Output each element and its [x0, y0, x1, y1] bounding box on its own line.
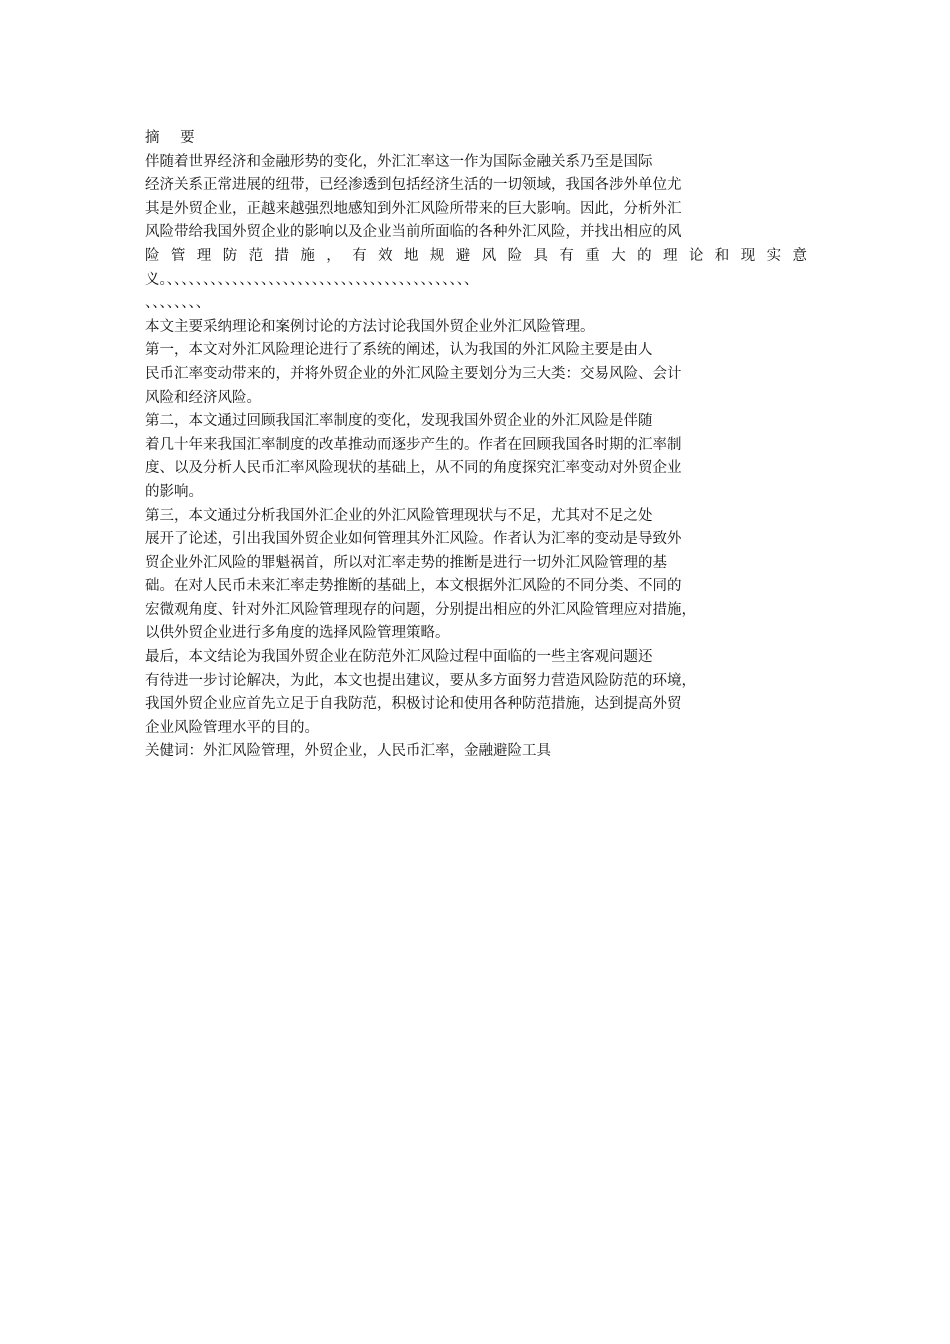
- text-line-13: 着几十年来我国汇率制度的改革推动而逐步产生的。作者在回顾我国各时期的汇率制: [145, 436, 682, 453]
- text-line-10: 民币汇率变动带来的，并将外贸企业的外汇风险主要划分为三大类：交易风险、会计: [145, 365, 682, 382]
- text-line-23: 有待进一步讨论解决，为此，本文也提出建议，要从多方面努力营造风险防范的环境，: [145, 672, 696, 689]
- text-line-17: 展开了论述，引出我国外贸企业如何管理其外汇风险。作者认为汇率的变动是导致外: [145, 531, 682, 548]
- text-line-24: 我国外贸企业应首先立足于自我防范，积极讨论和使用各种防范措施，达到提高外贸: [145, 696, 682, 713]
- text-line-5: 险管理防范措施，有效地规避风险具有重大的理论和现实意: [145, 247, 807, 264]
- text-line-14: 度、以及分析人民币汇率风险现状的基础上，从不同的角度探究汇率变动对外贸企业: [145, 460, 682, 477]
- text-line-2: 经济关系正常进展的纽带，已经渗透到包括经济生活的一切领域，我国各涉外单位尤: [145, 177, 682, 194]
- text-line-19: 础。在对人民币未来汇率走势推断的基础上，本文根据外汇风险的不同分类、不同的: [145, 578, 682, 595]
- text-line-22: 最后，本文结论为我国外贸企业在防范外汇风险过程中面临的一些主客观问题还: [145, 649, 653, 666]
- abstract-title: 摘 要: [145, 130, 203, 146]
- text-line-16: 第三，本文通过分析我国外汇企业的外汇风险管理现状与不足，尤其对不足之处: [145, 507, 653, 524]
- text-line-7: 、、、、、、、、: [145, 295, 211, 312]
- text-line-15: 的影响。: [145, 483, 203, 500]
- text-line-8: 本文主要采纳理论和案例讨论的方法讨论我国外贸企业外汇风险管理。: [145, 318, 595, 335]
- text-line-6: 义。、、、、、、、、、、、、、、、、、、、、、、、、、、、、、、、、、、、、、、、、、、: [145, 271, 479, 288]
- text-line-9: 第一，本文对外汇风险理论进行了系统的阐述，认为我国的外汇风险主要是由人: [145, 342, 653, 359]
- text-line-18: 贸企业外汇风险的罪魁祸首，所以对汇率走势的推断是进行一切外汇风险管理的基: [145, 554, 667, 571]
- text-line-20: 宏微观角度、针对外汇风险管理现存的问题，分别提出相应的外汇风险管理应对措施，: [145, 601, 696, 618]
- keywords-line: 关健词：外汇风险管理，外贸企业，人民币汇率，金融避险工具: [145, 743, 551, 760]
- text-line-1: 伴随着世界经济和金融形势的变化，外汇汇率这一作为国际金融关系乃至是国际: [145, 153, 653, 170]
- text-line-25: 企业风险管理水平的目的。: [145, 719, 319, 736]
- text-line-4: 风险带给我国外贸企业的影响以及企业当前所面临的各种外汇风险，并找出相应的风: [145, 224, 682, 241]
- text-line-21: 以供外贸企业进行多角度的选择风险管理策略。: [145, 625, 450, 642]
- text-line-11: 风险和经济风险。: [145, 389, 261, 406]
- abstract-body: [145, 127, 825, 764]
- text-line-12: 第二，本文通过回顾我国汇率制度的变化，发现我国外贸企业的外汇风险是伴随: [145, 413, 653, 430]
- text-line-3: 其是外贸企业，正越来越强烈地感知到外汇风险所带来的巨大影响。因此，分析外汇: [145, 200, 682, 217]
